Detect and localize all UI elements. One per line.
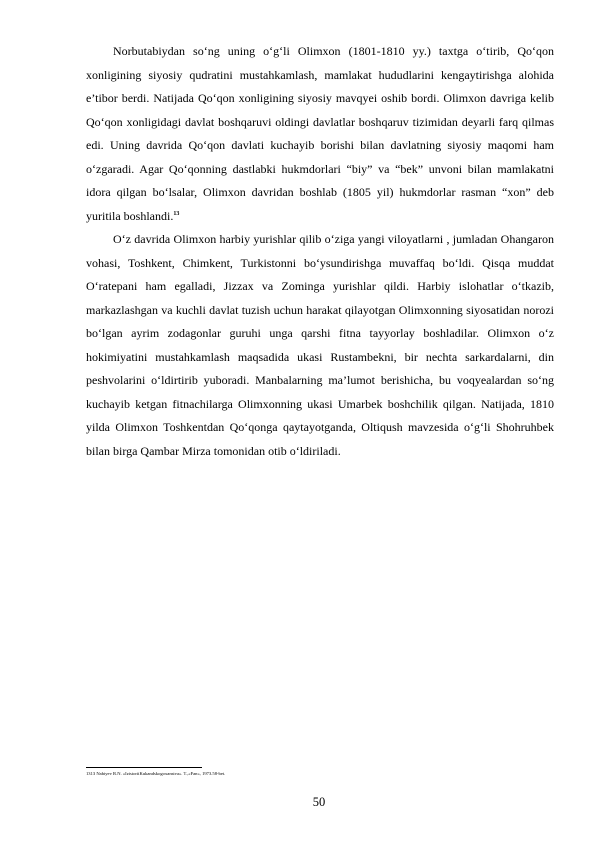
footnote-reference: 13	[173, 210, 180, 217]
footnote-text: 1313 Nabiyev R.N. «IzistoriiKukandskogoxanstva». T.,«Fan», 1973.58-bet.	[86, 771, 226, 776]
paragraph-1-text: Norbutabiydan so‘ng uning o‘g‘li Olimxon (1801-1810 yy.) taxtga o‘tirib, Qo‘qon xonligining siyosiy qudratini mustahkamlash, mamlakat hududlarini kengaytirishga alohida e’tibor berdi. Natijada Qo‘qon xonligining siyosiy mavqyei oshib bordi. Olimxon davriga kelib Qo‘qon xonligidagi davlat boshqaruvi oldingi davlatlar boshqaruv tizimidan deyarli farq qilmas edi. Uning davrida Qo‘qon davlati kuchayib borishi bilan davlatning siyosiy maqomi ham o‘zgaradi. Agar Qo‘qonning dastlabki hukmdorlari “biy” va “bek” unvoni bilan mamlakatni idora qilgan bo‘lsalar, Olimxon davridan boshlab (1805 yil) hukmdorlar rasman “xon” deb yuritila boshlandi.	[86, 44, 554, 223]
footnote	[86, 771, 554, 777]
paragraph-2	[86, 228, 554, 463]
page-number: 50	[312, 795, 326, 809]
body-text	[86, 40, 554, 463]
paragraph-1	[86, 40, 554, 228]
footnote-separator	[86, 767, 202, 768]
paragraph-2-text: O‘z davrida Olimxon harbiy yurishlar qilib o‘ziga yangi viloyatlarni , jumladan Ohangaron vohasi, Toshkent, Chimkent, Turkistonni bo‘ysundirishga muvaffaq bo‘ldi. Qisqa muddat O‘ratepani ham egalladi, Jizzax va Zominga yurishlar qildi. Harbiy islohatlar o‘tkazib, markazlashgan va kuchli davlat tuzish uchun harakat qilayotgan Olimxonning siyosatidan norozi bo‘lgan ayrim zodagonlar guruhi unga qarshi fitna tayyorlay boshladilar. Olimxon o‘z hokimiyatini mustahkamlash maqsadida ukasi Rustambekni, bir nechta sarkardalarni, din peshvolarini o‘ldirtirib yuboradi. Manbalarning ma’lumot berishicha, bu voqyealardan so‘ng kuchayib ketgan fitnachilarga Olimxonning ukasi Umarbek boshchilik qilgan. Natijada, 1810 yilda Olimxon Toshkentdan Qo‘qonga qaytayotganda, Oltiqush mavzesida o‘g‘li Shohruhbek bilan birga Qambar Mirza tomonidan otib o‘ldiriladi.	[86, 232, 554, 458]
